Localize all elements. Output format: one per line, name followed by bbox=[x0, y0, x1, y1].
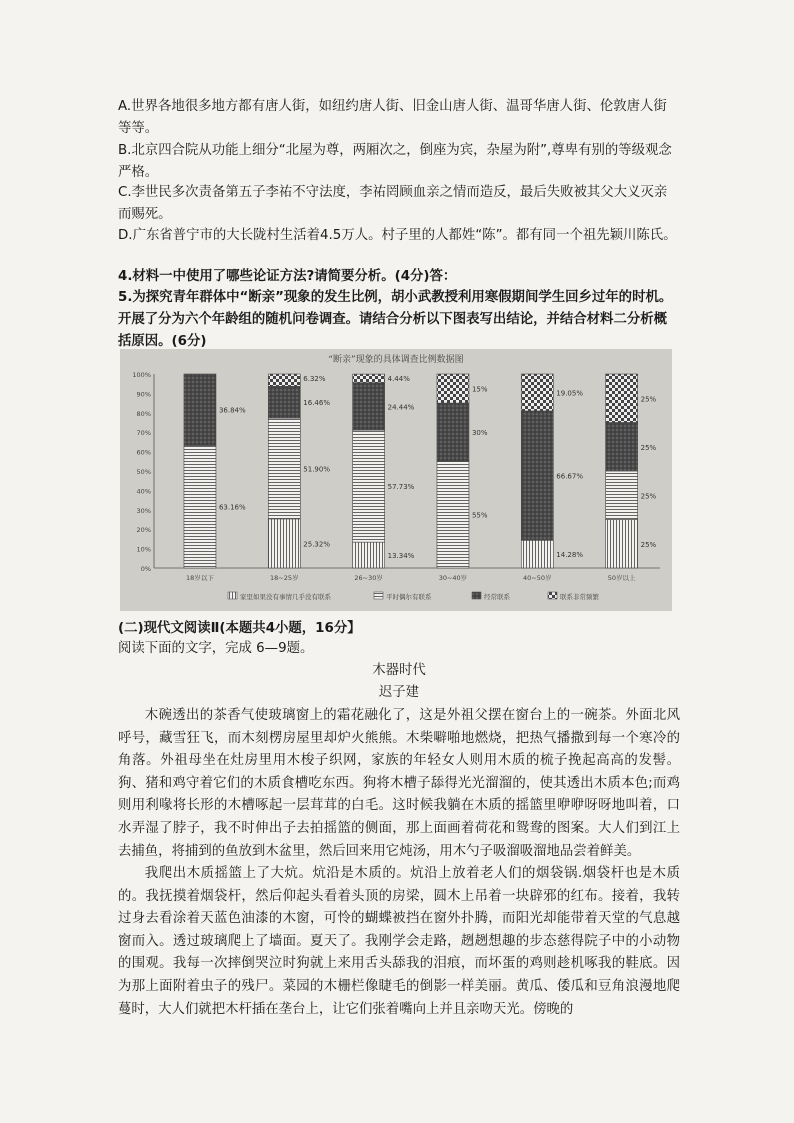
y-tick-label: 90% bbox=[136, 390, 151, 399]
y-tick-label: 20% bbox=[136, 526, 151, 535]
data-label: 6.32% bbox=[303, 375, 326, 383]
bar-segment bbox=[606, 423, 638, 472]
data-label: 30% bbox=[471, 429, 488, 438]
x-tick-label: 50岁以上 bbox=[607, 574, 636, 582]
legend-swatch bbox=[548, 592, 557, 599]
chart-title: “断亲”现象的具体调查比例数据图 bbox=[328, 355, 464, 365]
bar-segment bbox=[268, 418, 300, 519]
data-label: 25.32% bbox=[303, 540, 330, 549]
data-label: 66.67% bbox=[556, 472, 583, 481]
bar-segment bbox=[268, 374, 300, 386]
y-tick-label: 30% bbox=[136, 506, 151, 515]
data-label: 57.73% bbox=[387, 483, 415, 492]
bar-segment bbox=[268, 386, 300, 418]
bar-segment bbox=[521, 374, 553, 411]
bar-segment bbox=[268, 519, 300, 568]
bar-segment bbox=[437, 403, 469, 461]
legend-label: 联系非常频繁 bbox=[560, 593, 599, 601]
bar-segment bbox=[606, 520, 638, 569]
bar-segment bbox=[184, 374, 216, 445]
y-tick-label: 50% bbox=[136, 468, 151, 476]
question-5: 5.为探究青年群体中“断亲”现象的发生比例，胡小武教授利用寒假期间学生回乡过年的时机。开展了分为六个年龄组的随机问卷调查。请结合分析以下图表写出结论，并结合材料二分析概括原因。(6分) bbox=[118, 290, 673, 349]
data-label: 4.44% bbox=[387, 375, 410, 384]
essay-paragraph-1: 木碗透出的茶香气使玻璃窗上的霜花融化了，这是外祖父摆在窗台上的一碗茶。外面北风呼号，藏雪狂飞，而木刻楞房屋里却炉火熊熊。木柴噼啪地燃烧，把热气播撒到每一个寒冷的角落。外祖母坐在灶房里用木梭子织网，家族的年轻女人则用木质的梳子挽起高高的发髻。狗、猪和鸡守着它们的木质食槽吃东西。狗将木槽子舔得光光溜溜的，使其透出木质本色;而鸡则用利喙将长形的木槽啄起一层茸茸的白毛。这时候我躺在木质的摇篮里咿咿呀呀地叫着，口水弄湿了脖子，我不时伸出子去拍摇篮的侧面，那上面画着荷花和鸳鸯的图案。大人们到江上去捕鱼，将捕到的鱼放到木盆里，然后回来用它炖汤，用木勺子吸溜吸溜地品尝着鲜美。 bbox=[118, 708, 680, 859]
data-label: 14.28% bbox=[556, 551, 583, 560]
y-tick-label: 100% bbox=[132, 371, 151, 379]
bar-segment bbox=[606, 471, 638, 520]
survey-chart bbox=[120, 349, 672, 611]
y-tick-label: 40% bbox=[136, 487, 151, 496]
section-title: (二)现代文阅读Ⅱ(本题共4小题，16分】 bbox=[118, 621, 361, 636]
bar-segment bbox=[353, 430, 385, 542]
data-label: 16.46% bbox=[303, 399, 330, 408]
legend-swatch bbox=[472, 592, 481, 599]
x-tick-label: 26~30岁 bbox=[354, 574, 383, 582]
bar-segment bbox=[521, 411, 553, 540]
data-label: 51.90% bbox=[303, 465, 330, 474]
data-label: 25% bbox=[640, 540, 657, 549]
bar-segment bbox=[437, 461, 469, 568]
data-label: 13.34% bbox=[387, 552, 415, 561]
data-label: 24.44% bbox=[387, 403, 415, 412]
y-tick-label: 0% bbox=[140, 565, 151, 573]
bar-segment bbox=[521, 540, 553, 568]
legend-label: 平时偶尔有联系 bbox=[386, 593, 432, 601]
y-tick-label: 60% bbox=[136, 448, 151, 457]
option-d: D.广东省普宁市的大长陇村生活着4.5万人。村子里的人都姓“陈”。都有同一个祖先颖川陈氏。 bbox=[118, 228, 677, 243]
y-tick-label: 80% bbox=[136, 409, 151, 418]
bar-segment bbox=[353, 374, 385, 383]
data-label: 19.05% bbox=[556, 389, 583, 398]
bar-segment bbox=[437, 374, 469, 403]
bar-segment bbox=[353, 383, 385, 430]
legend-label: 家里如果没有事情几乎没有联系 bbox=[240, 593, 331, 601]
data-label: 25% bbox=[640, 492, 657, 501]
data-label: 25% bbox=[640, 395, 657, 404]
legend-swatch bbox=[374, 592, 383, 599]
essay-paragraph-2: 我爬出木质摇篮上了大炕。炕沿是木质的。炕沿上放着老人们的烟袋锅.烟袋杆也是木质的。我抚摸着烟袋杆，然后仰起头看着头顶的房梁，圆木上吊着一块辟邪的红布。接着，我转过身去看涂着天蓝色油漆的木窗，可怜的蝴蝶被挡在窗外扑腾，而阳光却能带着天堂的气息越窗而入。透过玻璃爬上了墙面。夏天了。我刚学会走路，趔趔想趣的步态慈得院子中的小动物的围观。我每一次摔倒哭泣时狗就上来用舌头舔我的泪痕，而坏蛋的鸡则趁机啄我的鞋底。因为那上面附着虫子的残尸。菜园的木栅栏像睫毛的倒影一样美丽。黄瓜、倭瓜和豆角浪漫地爬蔓时，大人们就把木杆插在垄台上，让它们张着嘴向上并且亲吻天光。傍晚的 bbox=[118, 866, 680, 1017]
data-label: 36.84% bbox=[218, 406, 246, 415]
stacked-bar-chart bbox=[120, 349, 672, 611]
instruction: 阅读下面的文字，完成 6—9题。 bbox=[118, 641, 314, 656]
data-label: 63.16% bbox=[218, 503, 246, 512]
data-label: 15% bbox=[471, 385, 488, 394]
bar-segment bbox=[353, 542, 385, 568]
x-tick-label: 40~50岁 bbox=[523, 574, 552, 582]
data-label: 25% bbox=[640, 443, 657, 452]
legend-swatch bbox=[228, 592, 237, 599]
essay-author: 迟子建 bbox=[378, 685, 420, 700]
x-tick-label: 18岁以下 bbox=[186, 574, 214, 582]
essay-title: 木器时代 bbox=[372, 663, 426, 678]
x-tick-label: 18~25岁 bbox=[270, 574, 299, 582]
option-b: B.北京四合院从功能上细分“北屋为尊，两厢次之，倒座为宾，杂屋为附”,尊卑有别的等级观念严格。 bbox=[118, 143, 672, 180]
bar-segment bbox=[184, 445, 216, 568]
question-4: 4.材料一中使用了哪些论证方法?请简要分析。(4分)答： bbox=[118, 269, 457, 284]
y-tick-label: 10% bbox=[136, 545, 151, 554]
option-a: A.世界各地很多地方都有唐人街，如纽约唐人街、旧金山唐人街、温哥华唐人街、伦敦唐人街等等。 bbox=[118, 99, 667, 136]
data-label: 55% bbox=[471, 511, 488, 520]
y-tick-label: 70% bbox=[136, 429, 151, 438]
option-c: C.李世民多次责备第五子李祐不守法度，李祐罔顾血亲之情而造反，最后失败被其父大义灭亲而赐死。 bbox=[118, 185, 668, 222]
x-tick-label: 30~40岁 bbox=[438, 574, 468, 582]
bar-segment bbox=[606, 374, 638, 423]
legend-label: 经常联系 bbox=[484, 593, 510, 601]
